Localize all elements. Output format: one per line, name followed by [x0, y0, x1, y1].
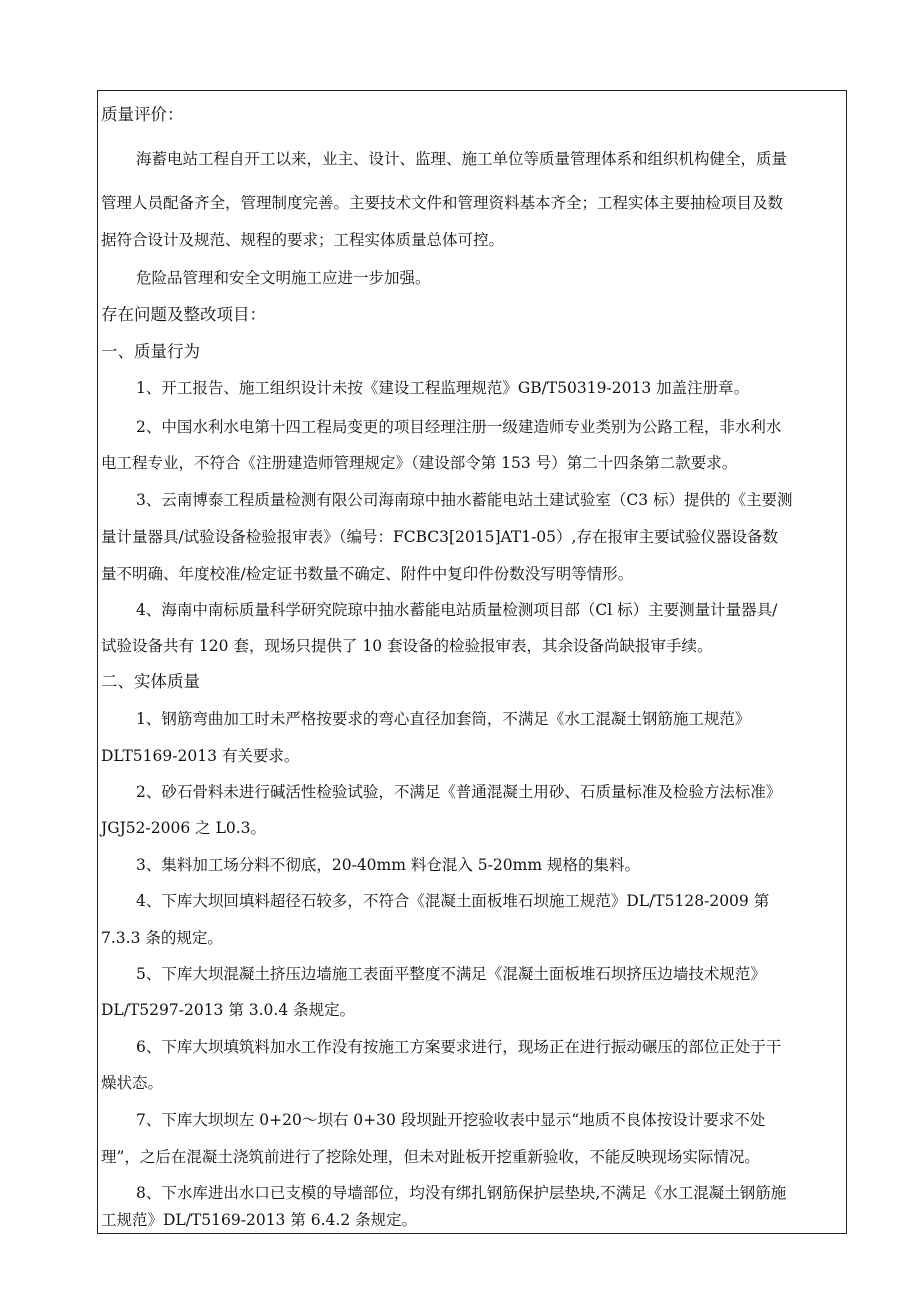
section1-heading: 一、质量行为: [101, 342, 200, 361]
s2-item4-line2: 7.3.3 条的规定。: [101, 929, 223, 947]
s2-item5-line2: DL/T5297-2013 第 3.0.4 条规定。: [101, 1001, 356, 1019]
s2-item2-line2: JGJ52-2006 之 L0.3。: [101, 819, 267, 837]
s2-item4-line1: 4、下库大坝回填料超径石较多，不符合《混凝土面板堆石坝施工规范》DL/T5128-2009 第: [136, 892, 770, 910]
s1-item2-line1: 2、中国水利水电第十四工程局变更的项目经理注册一级建造师专业类别为公路工程，非水利水: [136, 418, 782, 436]
s2-item6-line2: 燥状态。: [101, 1074, 164, 1092]
s2-item1-line2: DLT5169-2013 有关要求。: [101, 747, 300, 765]
report-frame: [97, 90, 847, 1234]
s1-item2-line2: 电工程专业，不符合《注册建造师管理规定》（建设部令第 153 号）第二十四条第二款要求。: [101, 454, 738, 472]
s1-item3-line3: 量不明确、年度校准/检定证书数量不确定、附件中复印件份数没写明等情形。: [101, 565, 634, 583]
s1-item1-line1: 1、开工报告、施工组织设计未按《建设工程监理规范》GB/T50319-2013 加盖注册章。: [136, 379, 750, 397]
quality-eval-para1-line2: 管理人员配备齐全，管理制度完善。主要技术文件和管理资料基本齐全；工程实体主要抽检项目及数: [101, 194, 784, 212]
s1-item4-line2: 试验设备共有 120 套，现场只提供了 10 套设备的检验报审表，其余设备尚缺报审手续。: [101, 637, 713, 655]
s1-item3-line2: 量计量器具/试验设备检验报审表》（编号：FCBC3[2015]AT1-05）,存在报审主要试验仪器设备数: [101, 528, 778, 546]
s2-item8-line2: 工规范》DL/T5169-2013 第 6.4.2 条规定。: [101, 1211, 418, 1229]
s2-item7-line1: 7、下库大坝坝左 0+20～坝右 0+30 段坝趾开挖验收表中显示“地质不良体按设计要求不处: [136, 1111, 766, 1129]
s2-item7-line2: 理”，之后在混凝土浇筑前进行了挖除处理，但未对趾板开挖重新验收，不能反映现场实际情况。: [101, 1148, 760, 1166]
quality-eval-para1-line1: 海蓄电站工程自开工以来，业主、设计、监理、施工单位等质量管理体系和组织机构健全，质量: [136, 150, 788, 168]
s2-item5-line1: 5、下库大坝混凝土挤压边墙施工表面平整度不满足《混凝土面板堆石坝挤压边墙技术规范》: [136, 965, 766, 983]
issues-heading: 存在问题及整改项目：: [101, 305, 266, 324]
quality-eval-heading: 质量评价：: [101, 105, 184, 124]
s2-item1-line1: 1、钢筋弯曲加工时未严格按要求的弯心直径加套筒，不满足《水工混凝土钢筋施工规范》: [136, 710, 751, 728]
s2-item6-line1: 6、下库大坝填筑料加水工作没有按施工方案要求进行，现场正在进行振动碾压的部位正处于干: [136, 1038, 782, 1056]
s2-item8-line1: 8、下水库进出水口已支模的导墙部位，均没有绑扎钢筋保护层垫块,不满足《水工混凝土钢筋施: [136, 1184, 787, 1202]
section2-heading: 二、实体质量: [101, 672, 200, 691]
quality-eval-para2: 危险品管理和安全文明施工应进一步加强。: [136, 269, 431, 287]
s2-item3-line1: 3、集料加工场分料不彻底，20-40mm 料仓混入 5-20mm 规格的集料。: [136, 856, 640, 874]
quality-eval-para1-line3: 据符合设计及规范、规程的要求；工程实体质量总体可控。: [101, 231, 505, 249]
s2-item2-line1: 2、砂石骨料未进行碱活性检验试验，不满足《普通混凝土用砂、石质量标准及检验方法标准》: [136, 783, 782, 801]
s1-item3-line1: 3、云南博泰工程质量检测有限公司海南琼中抽水蓄能电站土建试验室（C3 标）提供的《主要测: [136, 491, 793, 509]
s1-item4-line1: 4、海南中南标质量科学研究院琼中抽水蓄能电站质量检测项目部（Cl 标）主要测量计量器具/: [136, 601, 778, 619]
